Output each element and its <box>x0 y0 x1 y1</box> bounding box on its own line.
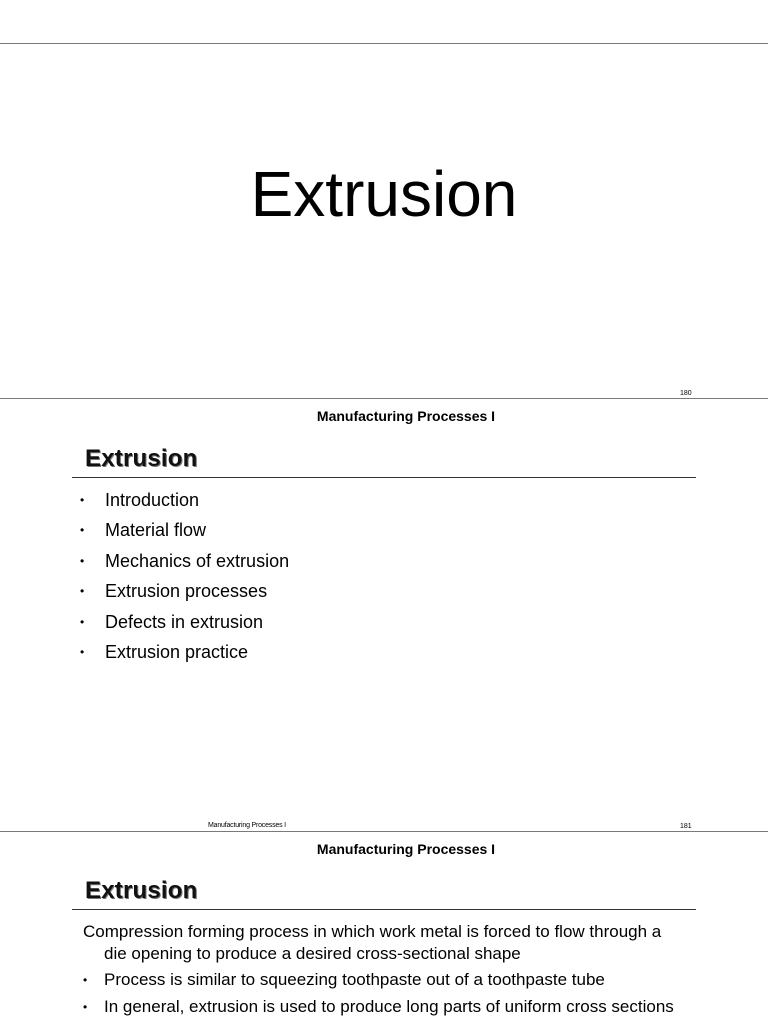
section-heading: Extrusion <box>85 445 198 472</box>
slide-divider <box>0 398 768 399</box>
intro-line: Compression forming process in which work metal is forced to flow through a <box>83 922 662 941</box>
course-header: Manufacturing Processes I <box>316 408 496 424</box>
bullet-icon: • <box>80 584 85 599</box>
page-number: 180 <box>680 390 692 397</box>
bullet-icon: • <box>83 973 88 987</box>
bullet-icon: • <box>80 614 85 629</box>
list-item: • In general, extrusion is used to produce long parts of uniform cross sections <box>83 997 674 1016</box>
list-item: • Extrusion practice <box>80 641 249 662</box>
bullet-icon: • <box>80 493 85 507</box>
heading-underline <box>72 477 696 478</box>
intro-line: die opening to produce a desired cross-sectional shape <box>104 944 521 963</box>
slide-divider <box>0 831 768 832</box>
bullet-icon: • <box>80 553 85 568</box>
list-item: • Mechanics of extrusion <box>80 550 290 571</box>
slide-top-rule <box>0 43 768 44</box>
slide-title: Extrusion <box>250 158 518 230</box>
course-header: Manufacturing Processes I <box>316 841 496 857</box>
list-item: • Introduction <box>80 490 200 510</box>
list-item: • Extrusion processes <box>80 581 268 602</box>
list-item: • Defects in extrusion <box>80 611 264 632</box>
section-heading: Extrusion <box>85 877 198 904</box>
outline-list <box>80 489 289 671</box>
bullet-icon: • <box>80 644 85 659</box>
detail-list <box>83 969 693 1023</box>
list-item: • Process is similar to squeezing toothpaste out of a toothpaste tube <box>83 970 605 989</box>
page-number: 181 <box>680 823 692 830</box>
list-item: • Material flow <box>80 520 207 541</box>
bullet-icon: • <box>83 1000 88 1014</box>
intro-paragraph <box>83 921 693 965</box>
heading-underline <box>72 909 696 910</box>
bullet-icon: • <box>80 523 85 538</box>
slide-footer: Manufacturing Processes I <box>208 822 286 829</box>
